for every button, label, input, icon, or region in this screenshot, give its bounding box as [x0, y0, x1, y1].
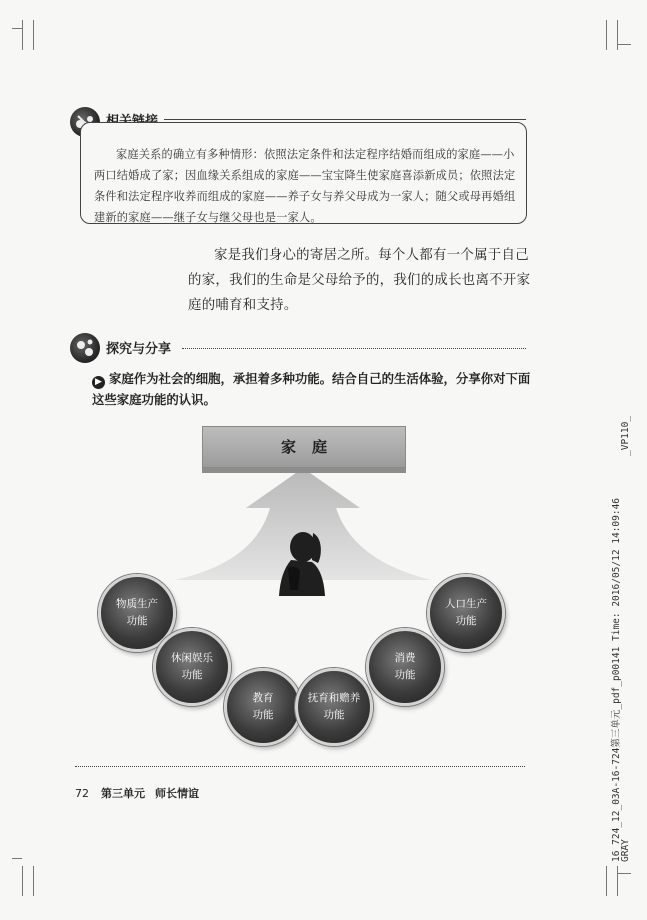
- function-suffix: 功能: [394, 669, 416, 681]
- function-suffix: 功能: [323, 709, 345, 721]
- explore-prompt-text: 家庭作为社会的细胞，承担着多种功能。结合自己的生活体验，分享你对下面这些家庭功能的认识。: [92, 371, 531, 407]
- function-name: 消费: [394, 652, 416, 664]
- function-bubble-population: [427, 574, 505, 652]
- function-bubble-leisure: [153, 628, 231, 706]
- function-bubble-consumption: [366, 628, 444, 706]
- function-name: 休闲娱乐: [171, 652, 213, 664]
- gray-label: GRAY: [620, 839, 631, 862]
- function-suffix: 功能: [126, 615, 148, 627]
- related-link-text: 家庭关系的确立有多种情形：依照法定条件和法定程序结婚而组成的家庭——小两口结婚成了家；因血缘关系组成的家庭——宝宝降生使家庭喜添新成员；依照法定条件和法定程序收养而组成的家庭——养子女与养父母成为一家人；随父或母再婚组建新的家庭——继子女与继父母也是一家人。: [94, 148, 516, 224]
- topic-label: 师长情谊: [155, 787, 199, 800]
- function-name: 物质生产: [116, 598, 158, 610]
- footer-divider: [75, 766, 525, 767]
- main-paragraph: 家是我们身心的寄居之所。每个人都有一个属于自己的家，我们的生命是父母给予的，我们的成长也离不开家庭的哺育和支持。: [188, 248, 531, 313]
- family-box: [202, 426, 406, 468]
- file-info: 16_724_12_03A-16-724第三单元_pdf_p00141 Time: 2016/05/12 14:09:46: [611, 497, 622, 862]
- vp-code: _VP110_: [620, 415, 631, 456]
- function-name: 教育: [252, 692, 274, 704]
- explore-share-title: 探究与分享: [106, 342, 172, 357]
- function-suffix: 功能: [252, 709, 274, 721]
- family-label: 家庭: [280, 438, 343, 456]
- page-footer: [75, 785, 199, 801]
- function-name: 人口生产: [445, 598, 487, 610]
- page-number: 72: [75, 787, 89, 800]
- function-name: 抚育和赡养: [307, 692, 361, 704]
- function-bubble-education: [224, 668, 302, 746]
- play-arrow-icon: ▶: [92, 376, 105, 389]
- function-suffix: 功能: [181, 669, 203, 681]
- unit-label: 第三单元: [101, 787, 145, 800]
- function-bubble-nurture-support: [295, 668, 373, 746]
- function-suffix: 功能: [455, 615, 477, 627]
